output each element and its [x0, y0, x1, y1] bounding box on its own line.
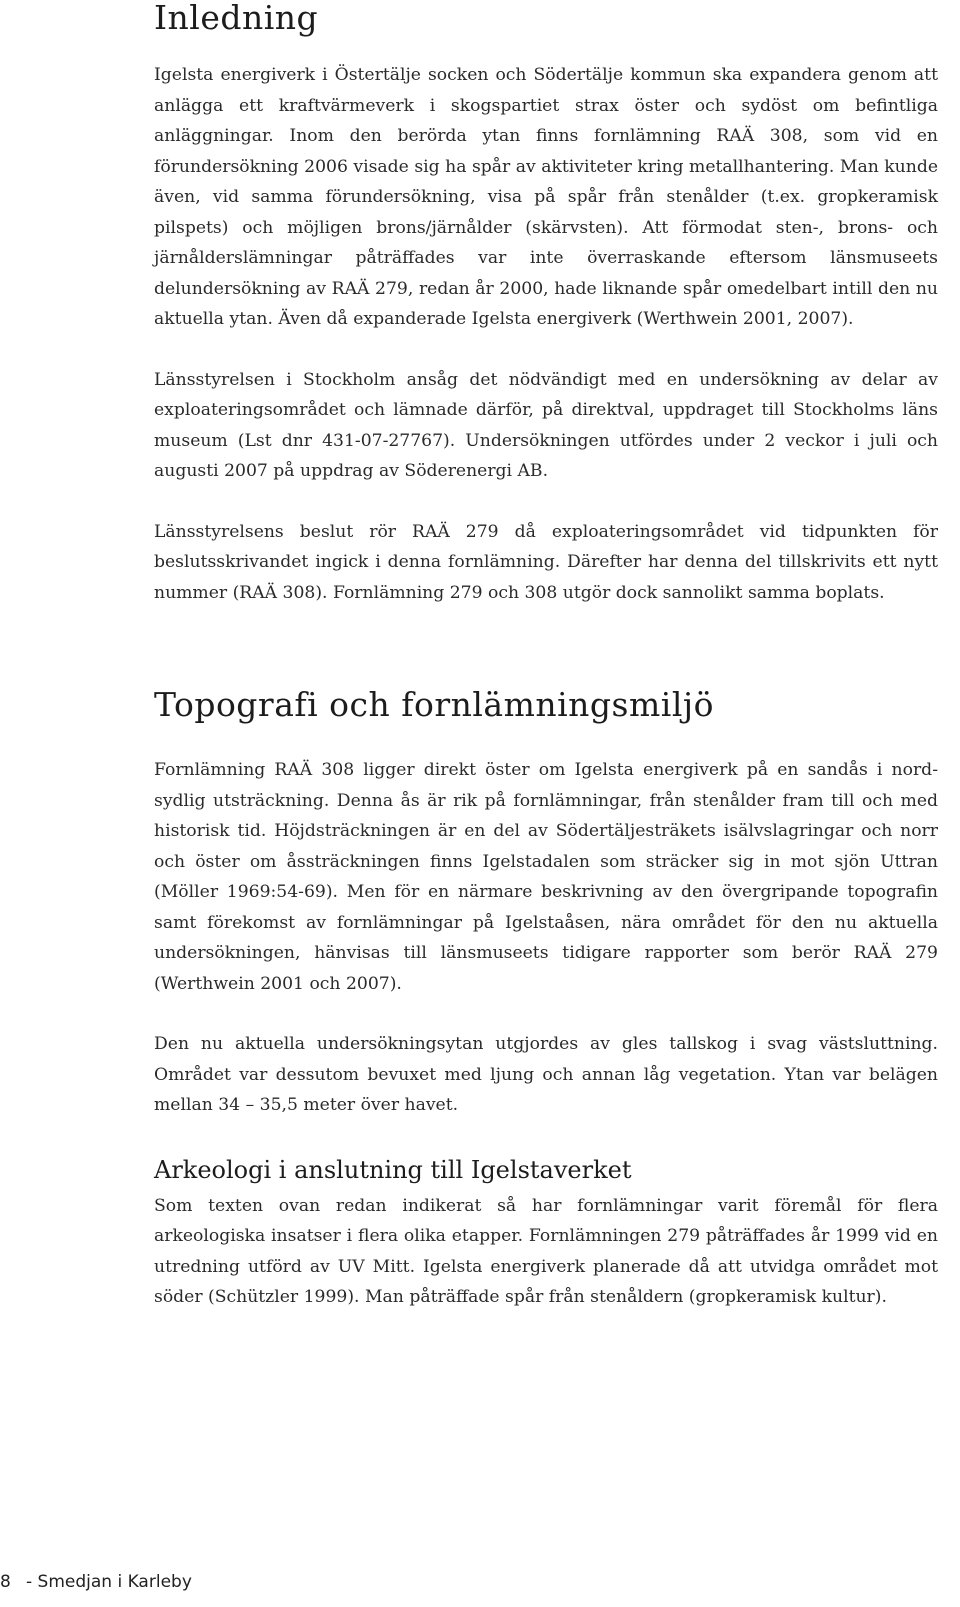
- page-number: 8: [0, 1572, 11, 1592]
- heading-inledning: Inledning: [154, 0, 319, 37]
- page-footer: [0, 1572, 192, 1592]
- paragraph-arkeologi-1: Som texten ovan redan indikerat så har fornlämningar varit föremål för flera arkeologiska insatser i flera olika etapper. Fornlämningen 279 påträffades år 1999 vid en utredning utförd av UV Mitt. Igelsta energiverk planerade då att utvidga området mot söder (Schützler 1999). Man påträffade spår från stenåldern (gropkeramisk kultur).: [154, 1195, 938, 1307]
- page-content: [154, 0, 938, 1313]
- paragraph-inledning-3: Länsstyrelsens beslut rör RAÄ 279 då exploateringsområdet vid tidpunkten för beslutsskrivandet ingick i denna fornlämning. Därefter har denna del tillskrivits ett nytt nummer (RAÄ 308). Fornlämning 279 och 308 utgör dock sannolikt samma boplats.: [154, 521, 938, 603]
- paragraph-inledning-2: Länsstyrelsen i Stockholm ansåg det nödvändigt med en undersökning av delar av exploateringsområdet och lämnade därför, på direktval, uppdraget till Stockholms läns museum (Lst dnr 431-07-27767). Undersökningen utfördes under 2 veckor i juli och augusti 2007 på uppdrag av Söderenergi AB.: [154, 369, 938, 481]
- paragraph-topografi-2: Den nu aktuella undersökningsytan utgjordes av gles tallskog i svag västsluttning. Området var dessutom bevuxet med ljung och annan låg vegetation. Ytan var belägen mellan 34 – 35,5 meter över havet.: [154, 1034, 938, 1115]
- footer-title: - Smedjan i Karleby: [26, 1572, 192, 1592]
- paragraph-topografi-1: Fornlämning RAÄ 308 ligger direkt öster om Igelsta energiverk på en sandås i nord-sydlig utsträckning. Denna ås är rik på fornlämningar, från stenålder fram till och med historisk tid. Höjdsträckningen är en del av Södertäljesträkets isälvslagringar och norr och öster om åssträckningen finns Igelstadalen som sträcker sig in mot sjön Uttran (Möller 1969:54-69). Men för en närmare beskrivning av den övergripande topografin samt förekomst av fornlämningar på Igelstaåsen, nära området för den nu aktuella undersökningen, hänvisas till länsmuseets tidigare rapporter som berör RAÄ 279 (Werthwein 2001 och 2007).: [154, 760, 938, 994]
- paragraph-inledning-1: Igelsta energiverk i Östertälje socken och Södertälje kommun ska expandera genom att anlägga ett kraftvärmeverk i skogspartiet strax öster och sydöst om befintliga anläggningar. Inom den berörda ytan finns fornlämning RAÄ 308, som vid en förundersökning 2006 visade sig ha spår av aktiviteter kring metallhantering. Man kunde även, vid samma förundersökning, visa på spår från stenålder (t.ex. gropkeramisk pilspets) och möjligen brons/järnålder (skärvsten). Att förmodat sten-, brons- och järnålderslämningar påträffades var inte överraskande eftersom länsmuseets delundersökning av RAÄ 279, redan år 2000, hade liknande spår omedelbart intill den nu aktuella ytan. Även då expanderade Igelsta energiverk (Werthwein 2001, 2007).: [154, 65, 938, 329]
- heading-arkeologi: Arkeologi i anslutning till Igelstaverket: [154, 1155, 632, 1184]
- heading-topografi: Topografi och fornlämningsmiljö: [154, 685, 714, 724]
